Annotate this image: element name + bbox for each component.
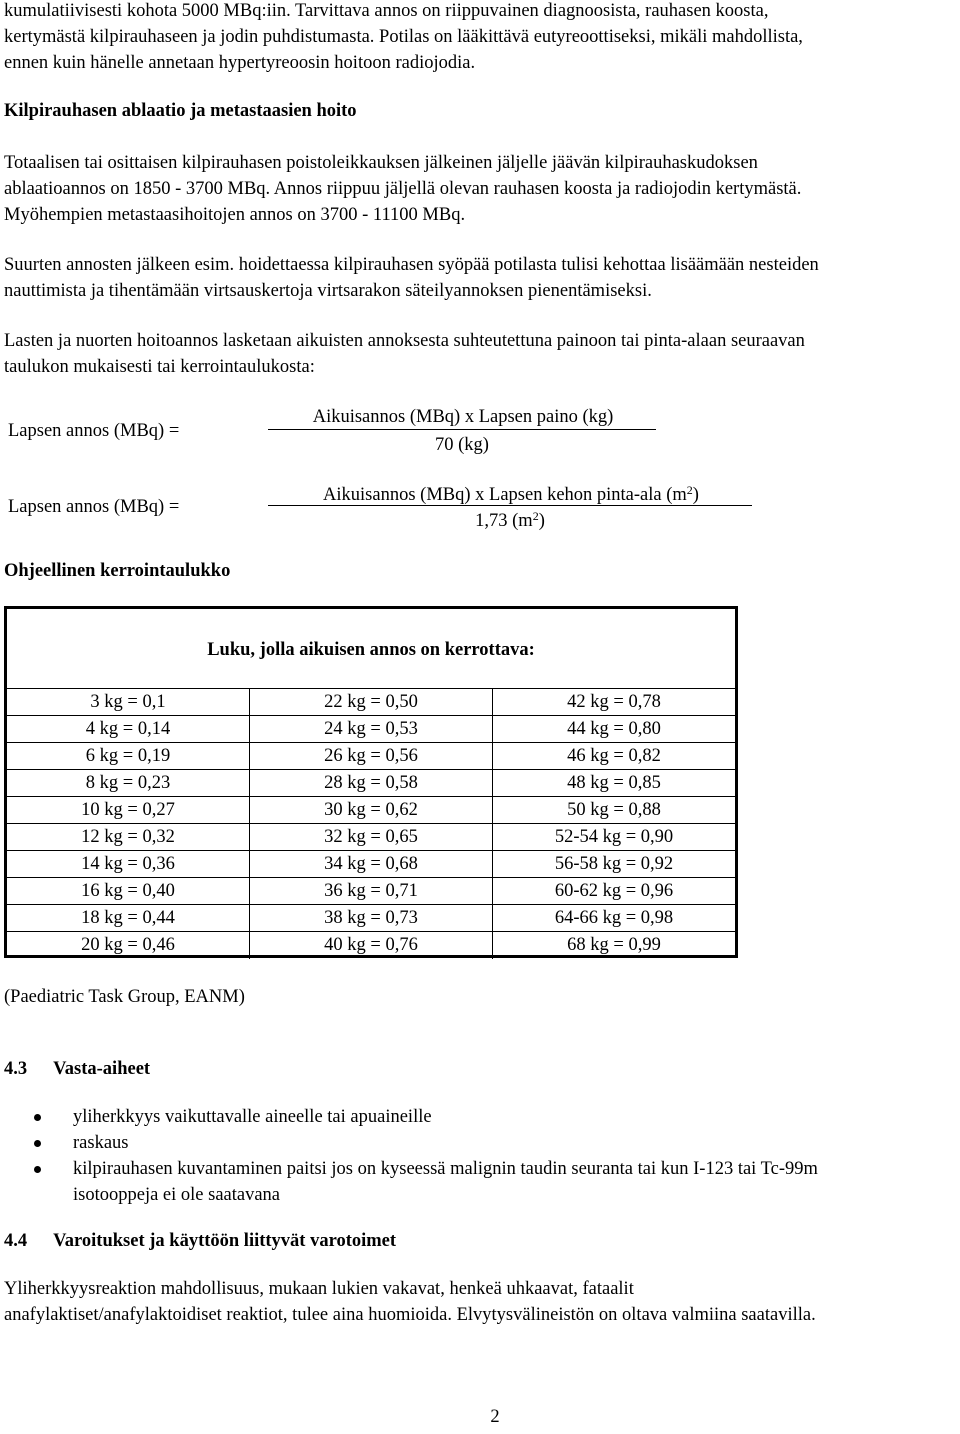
table-cell: 46 kg = 0,82	[567, 745, 661, 766]
section-4-4-number: 4.4	[4, 1231, 28, 1251]
table-row	[7, 824, 735, 851]
ablation-heading: Kilpirauhasen ablaatio ja metastaasien hoito	[4, 101, 357, 121]
intro-line-1: kumulatiivisesti kohota 5000 MBq:iin. Tarvittava annos on riippuvainen diagnoosista, rauhasen koosta,	[4, 1, 769, 21]
section-4-3-number: 4.3	[4, 1059, 28, 1079]
formula2-denominator-sup: 2	[532, 509, 539, 523]
table-row	[7, 770, 735, 797]
table-cell: 8 kg = 0,23	[7, 770, 250, 796]
contraindication-item: kilpirauhasen kuvantaminen paitsi jos on kyseessä malignin taudin seuranta tai kun I-123 tai Tc-99m	[73, 1159, 818, 1179]
table-row	[7, 716, 735, 743]
warning-line-1: Yliherkkyysreaktion mahdollisuus, mukaan lukien vakavat, henkeä uhkaavat, fataalit	[4, 1279, 634, 1299]
table-cell: 10 kg = 0,27	[7, 797, 250, 823]
formula2-numerator-main: Aikuisannos (MBq) x Lapsen kehon pinta-ala (m	[323, 485, 687, 505]
intro-line-3: ennen kuin hänelle annetaan hypertyreoosin hoitoon radiojodia.	[4, 53, 476, 73]
children-line-2: taulukon mukaisesti tai kerrointaulukosta:	[4, 357, 315, 377]
table-cell: 4 kg = 0,14	[7, 716, 250, 742]
table-header-text: Luku, jolla aikuisen annos on kerrottava:	[207, 640, 535, 660]
page-number: 2	[490, 1407, 500, 1427]
table-cell: 12 kg = 0,32	[7, 824, 250, 850]
table-cell: 26 kg = 0,56	[250, 743, 493, 769]
table-row	[7, 932, 735, 959]
table-row	[7, 689, 735, 716]
table-cell: 30 kg = 0,62	[250, 797, 493, 823]
table-source: (Paediatric Task Group, EANM)	[4, 987, 245, 1007]
formula2-denominator	[268, 508, 752, 534]
large-dose-line-1: Suurten annosten jälkeen esim. hoidettaessa kilpirauhasen syöpää potilasta tulisi kehottaa lisäämään nesteiden	[4, 255, 819, 275]
table-cell: 32 kg = 0,65	[250, 824, 493, 850]
table-cell: 34 kg = 0,68	[250, 851, 493, 877]
table-cell: 36 kg = 0,71	[250, 878, 493, 904]
formula2-denominator-end: )	[538, 511, 545, 531]
table-cell: 16 kg = 0,40	[7, 878, 250, 904]
table-row	[7, 797, 735, 824]
table-cell: 6 kg = 0,19	[7, 743, 250, 769]
section-4-3-heading	[4, 1056, 150, 1082]
bullet-icon	[34, 1166, 41, 1173]
coefficient-table	[4, 606, 738, 958]
table-cell: 44 kg = 0,80	[567, 718, 661, 739]
table-cell: 3 kg = 0,1	[7, 689, 250, 715]
intro-line-2: kertymästä kilpirauhaseen ja jodin puhdistumasta. Potilas on lääkittävä eutyreoottiseksi, mikäli mahdollista,	[4, 27, 803, 47]
contraindication-item: raskaus	[73, 1133, 129, 1153]
table-cell: 56-58 kg = 0,92	[554, 853, 674, 874]
ablation-line-2: ablaatioannos on 1850 - 3700 MBq. Annos riippuu jäljellä olevan rauhasen koosta ja radiojodin kertymästä.	[4, 179, 802, 199]
formula1-fraction-bar	[268, 429, 656, 430]
formula2-denominator-main: 1,73 (m	[475, 511, 533, 531]
table-cell: 52-54 kg = 0,90	[554, 826, 674, 847]
formula2-fraction-bar	[268, 505, 752, 506]
formula2-numerator-end: )	[692, 485, 699, 505]
table-cell: 20 kg = 0,46	[7, 932, 250, 959]
warning-line-2: anafylaktiset/anafylaktoidiset reaktiot, tulee aina huomioida. Elvytysvälineistön on oltava valmiina saatavilla.	[4, 1305, 816, 1325]
formula2-numerator-sup: 2	[686, 483, 693, 497]
table-cell: 40 kg = 0,76	[250, 932, 493, 959]
section-4-3-title: Vasta-aiheet	[53, 1059, 151, 1079]
formula1-denominator: 70 (kg)	[435, 435, 489, 455]
children-line-1: Lasten ja nuorten hoitoannos lasketaan aikuisten annoksesta suhteutettuna painoon tai pinta-alaan seuraavan	[4, 331, 805, 351]
table-cell: 28 kg = 0,58	[250, 770, 493, 796]
section-4-4-title: Varoitukset ja käyttöön liittyvät varotoimet	[53, 1231, 397, 1251]
table-cell: 48 kg = 0,85	[567, 772, 661, 793]
table-header	[7, 609, 735, 689]
ablation-line-1: Totaalisen tai osittaisen kilpirauhasen poistoleikkauksen jälkeinen jäljelle jäävän kilpirauhaskudoksen	[4, 153, 758, 173]
table-cell: 60-62 kg = 0,96	[554, 880, 674, 901]
table-cell: 22 kg = 0,50	[250, 689, 493, 715]
table-row	[7, 743, 735, 770]
bullet-icon	[34, 1140, 41, 1147]
contraindication-item-continuation: isotooppeja ei ole saatavana	[73, 1185, 281, 1205]
large-dose-line-2: nauttimista ja tihentämään virtsauskertoja virtsarakon säteilyannoksen pienentämiseksi.	[4, 281, 652, 301]
formula1-numerator: Aikuisannos (MBq) x Lapsen paino (kg)	[312, 407, 614, 427]
table-row	[7, 851, 735, 878]
table-cell: 50 kg = 0,88	[567, 799, 661, 820]
table-cell: 42 kg = 0,78	[567, 691, 661, 712]
table-cell: 38 kg = 0,73	[250, 905, 493, 931]
formula1-label: Lapsen annos (MBq) =	[8, 421, 180, 441]
table-row	[7, 905, 735, 932]
table-row	[7, 878, 735, 905]
table-title: Ohjeellinen kerrointaulukko	[4, 561, 231, 581]
table-cell: 64-66 kg = 0,98	[554, 907, 674, 928]
table-cell: 14 kg = 0,36	[7, 851, 250, 877]
bullet-icon	[34, 1114, 41, 1121]
table-cell: 68 kg = 0,99	[567, 935, 661, 955]
section-4-4-heading	[4, 1228, 396, 1254]
ablation-line-3: Myöhempien metastaasihoitojen annos on 3700 - 11100 MBq.	[4, 205, 466, 225]
formula2-label: Lapsen annos (MBq) =	[8, 497, 180, 517]
table-cell: 18 kg = 0,44	[7, 905, 250, 931]
contraindication-item: yliherkkyys vaikuttavalle aineelle tai apuaineille	[73, 1107, 432, 1127]
table-cell: 24 kg = 0,53	[250, 716, 493, 742]
